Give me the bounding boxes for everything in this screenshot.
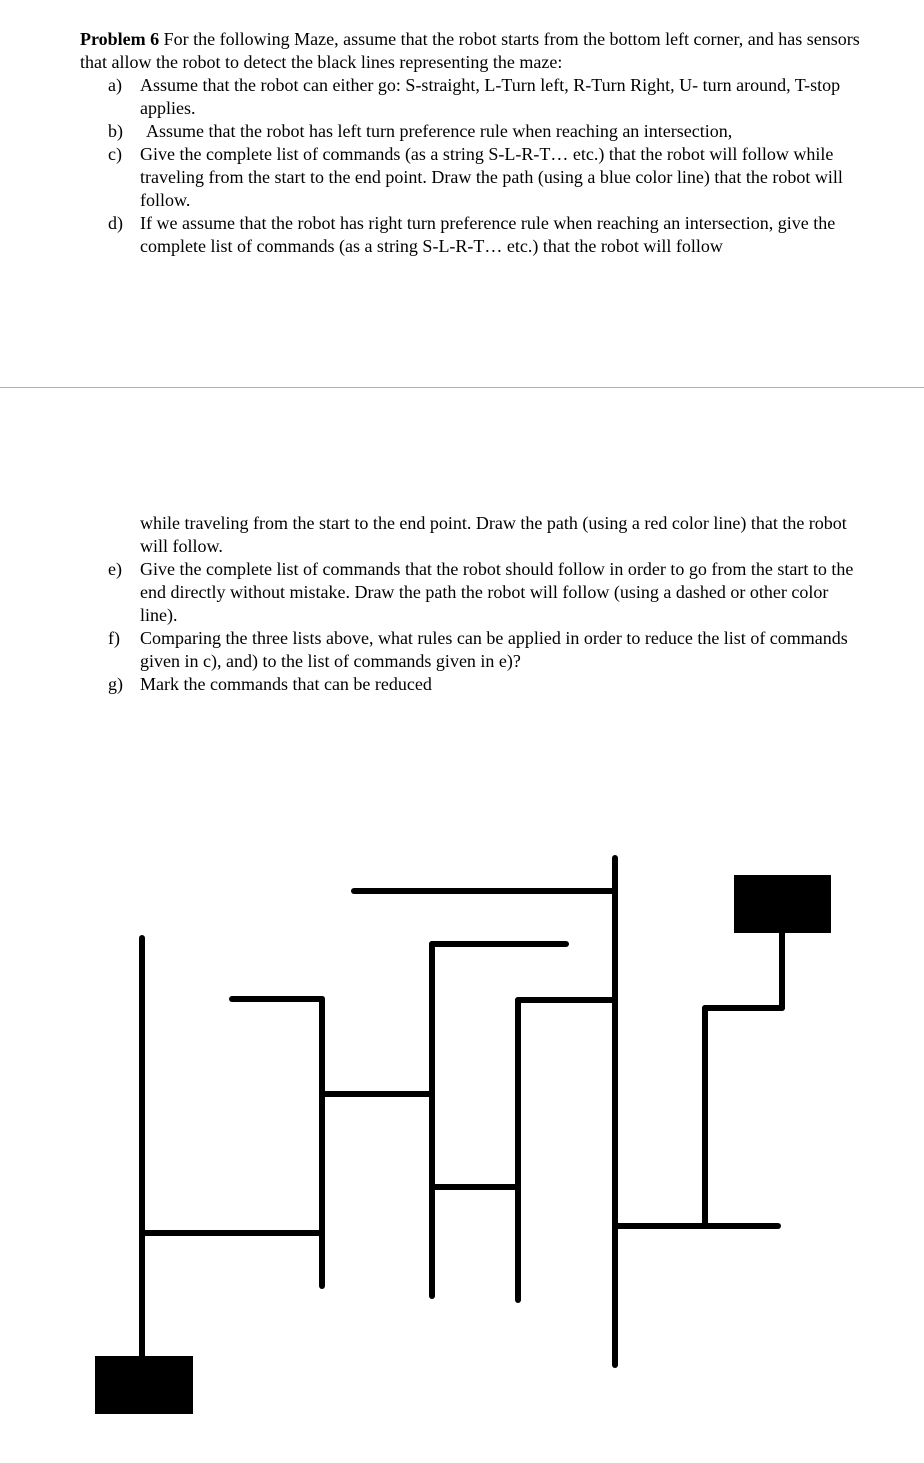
question-item-c <box>80 143 870 212</box>
problem-heading: Problem 6 <box>80 29 160 49</box>
question-list-top <box>80 74 870 258</box>
question-item-b <box>80 120 870 143</box>
item-text: Assume that the robot has left turn preference rule when reaching an intersection, <box>146 121 733 141</box>
item-text: Assume that the robot can either go: S-straight, L-Turn left, R-Turn Right, U- turn around, T-stop applies. <box>140 75 841 118</box>
maze-start-block <box>95 1356 193 1414</box>
item-text: If we assume that the robot has right turn preference rule when reaching an intersection, give the complete list of commands (as a string S-L-R-T… etc.) that the robot will follow <box>140 213 836 256</box>
question-item-d <box>80 212 870 258</box>
item-label: a) <box>108 75 122 95</box>
item-text: Give the complete list of commands that the robot should follow in order to go from the start to the end directly without mistake. Draw the path the robot will follow (using a dashed or other color line). <box>140 559 854 625</box>
problem-statement <box>80 28 870 74</box>
item-label: c) <box>108 144 122 164</box>
question-item-e <box>80 558 870 627</box>
item-label: d) <box>108 213 123 233</box>
question-item-g <box>80 673 870 696</box>
page-divider <box>0 387 924 388</box>
problem-intro: For the following Maze, assume that the robot starts from the bottom left corner, and has sensors that allow the robot to detect the black lines representing the maze: <box>80 29 860 72</box>
maze-diagram <box>0 830 924 1450</box>
question-item-a <box>80 74 870 120</box>
maze-end-block <box>734 875 831 933</box>
item-label: f) <box>108 628 120 648</box>
question-d-continuation: while traveling from the start to the end point. Draw the path (using a red color line) that the robot will follow. <box>140 513 847 556</box>
item-label: g) <box>108 674 123 694</box>
question-item-f <box>80 627 870 673</box>
item-text: Give the complete list of commands (as a string S-L-R-T… etc.) that the robot will follow while traveling from the start to the end point. Draw the path (using a blue color line) that the robot will follow. <box>140 144 843 210</box>
item-label: b) <box>108 121 123 141</box>
question-list-bottom <box>80 512 870 696</box>
item-text: Mark the commands that can be reduced <box>140 674 432 694</box>
item-label: e) <box>108 559 122 579</box>
item-text: Comparing the three lists above, what rules can be applied in order to reduce the list of commands given in c), and) to the list of commands given in e)? <box>140 628 848 671</box>
